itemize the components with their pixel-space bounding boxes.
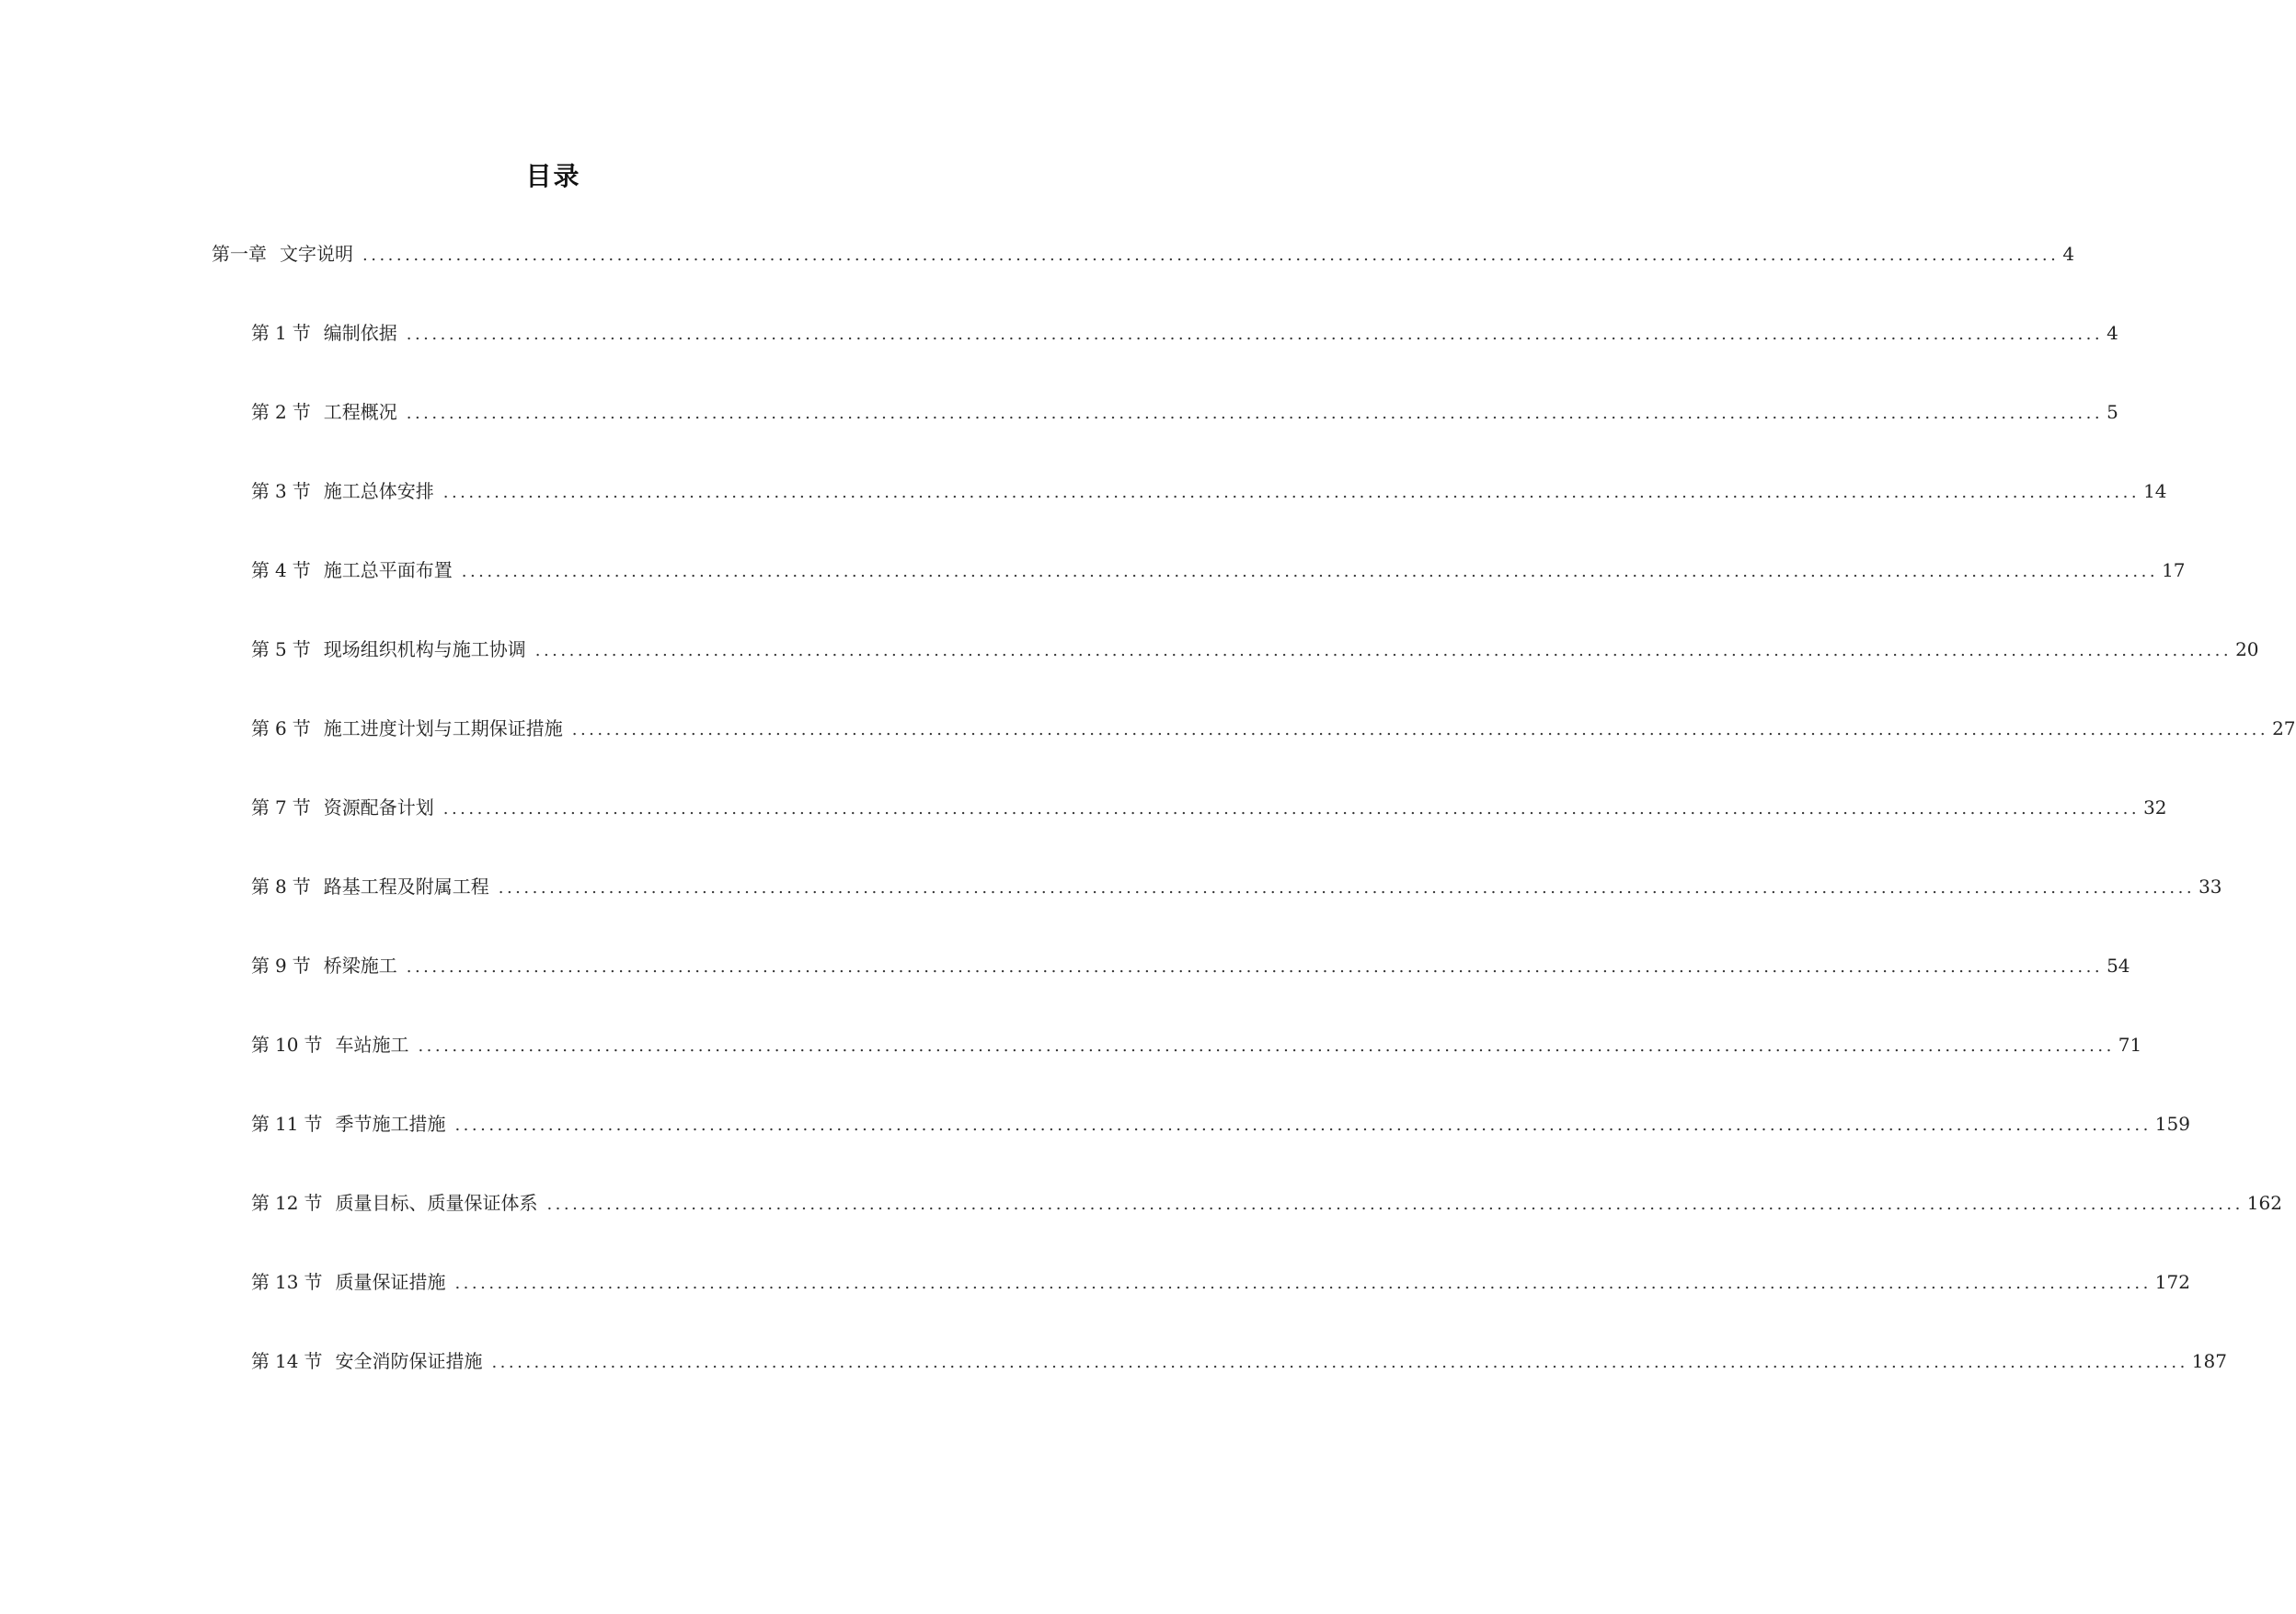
toc-dot-leader: ........................................................................................................................................................................................................ bbox=[406, 325, 2104, 344]
toc-dot-leader: ........................................................................................................................................................................................................ bbox=[442, 799, 2141, 818]
toc-entry-suffix: 节 bbox=[292, 876, 311, 898]
toc-entry-text: 安全消防保证措施 bbox=[335, 1350, 483, 1372]
toc-entry-suffix: 节 bbox=[304, 1113, 323, 1135]
toc-entry-number: 11 bbox=[275, 1113, 299, 1135]
toc-entry[interactable] bbox=[251, 320, 2118, 346]
toc-entry-suffix: 节 bbox=[304, 1034, 323, 1056]
toc-entry-suffix: 节 bbox=[292, 955, 311, 977]
toc-page-number: 4 bbox=[2107, 322, 2118, 344]
toc-dot-leader: ........................................................................................................................................................................................................ bbox=[362, 246, 2060, 265]
toc-entry-text: 质量目标、质量保证体系 bbox=[335, 1192, 538, 1214]
toc-entry-prefix: 第 bbox=[251, 717, 270, 739]
toc-entry-text: 资源配备计划 bbox=[323, 796, 434, 818]
toc-entry[interactable] bbox=[251, 1348, 2227, 1374]
toc-entry[interactable] bbox=[251, 1269, 2190, 1295]
toc-page-number: 162 bbox=[2246, 1192, 2282, 1214]
toc-dot-leader: ........................................................................................................................................................................................................ bbox=[442, 483, 2141, 502]
toc-entry-suffix: 节 bbox=[292, 401, 311, 423]
toc-entry[interactable] bbox=[212, 241, 2075, 267]
toc-entry[interactable] bbox=[251, 715, 2296, 741]
toc-entry-number: 8 bbox=[275, 876, 287, 898]
toc-entry-suffix: 节 bbox=[292, 480, 311, 502]
toc-page-number: 14 bbox=[2143, 480, 2167, 502]
toc-entry[interactable] bbox=[251, 478, 2167, 504]
toc-entry-prefix: 第 bbox=[251, 1034, 270, 1056]
toc-page-number: 159 bbox=[2154, 1113, 2190, 1135]
toc-entry-label bbox=[251, 874, 489, 899]
toc-entry[interactable] bbox=[251, 1032, 2142, 1058]
toc-entry-suffix: 节 bbox=[292, 717, 311, 739]
toc-entry-suffix: 节 bbox=[292, 559, 311, 581]
toc-entry-text: 质量保证措施 bbox=[335, 1271, 446, 1293]
toc-entry-number: 3 bbox=[275, 480, 287, 502]
toc-entry-text: 施工总平面布置 bbox=[323, 559, 453, 581]
toc-entry-prefix: 第 bbox=[251, 955, 270, 977]
toc-entry-label bbox=[251, 1348, 482, 1374]
toc-entry-text: 路基工程及附属工程 bbox=[323, 876, 489, 898]
toc-entry-prefix: 第 bbox=[251, 638, 270, 660]
toc-entry-suffix: 节 bbox=[292, 796, 311, 818]
toc-entry-prefix: 第 bbox=[251, 480, 270, 502]
toc-entry[interactable] bbox=[251, 795, 2167, 820]
toc-entry-label bbox=[251, 636, 526, 662]
toc-entry-text: 现场组织机构与施工协调 bbox=[323, 638, 526, 660]
toc-page-number: 54 bbox=[2107, 955, 2130, 977]
toc-entry-text: 施工进度计划与工期保证措施 bbox=[323, 717, 563, 739]
toc-page-number: 187 bbox=[2191, 1350, 2227, 1372]
toc-entry-text: 车站施工 bbox=[335, 1034, 409, 1056]
toc-entry[interactable] bbox=[251, 636, 2259, 662]
toc-entry-label bbox=[212, 241, 353, 267]
toc-entry[interactable] bbox=[251, 1111, 2190, 1137]
toc-page-number: 71 bbox=[2118, 1034, 2142, 1056]
toc-entry-number: 9 bbox=[275, 955, 287, 977]
toc-entry-text: 季节施工措施 bbox=[335, 1113, 446, 1135]
toc-page-number: 32 bbox=[2143, 796, 2167, 818]
toc-page-number: 17 bbox=[2162, 559, 2186, 581]
toc-entry-prefix: 第 bbox=[251, 876, 270, 898]
toc-entry-label bbox=[251, 1190, 537, 1216]
toc-entry-number: 14 bbox=[275, 1350, 299, 1372]
toc-entry-text: 编制依据 bbox=[323, 322, 397, 344]
toc-dot-leader: ........................................................................................................................................................................................................ bbox=[571, 720, 2269, 739]
toc-entry-text: 工程概况 bbox=[323, 401, 397, 423]
toc-title: 目录 bbox=[525, 161, 581, 191]
toc-entry-text: 桥梁施工 bbox=[323, 955, 397, 977]
toc-page-number: 5 bbox=[2107, 401, 2118, 423]
toc-entry[interactable] bbox=[251, 1190, 2282, 1216]
toc-entry-prefix: 第 bbox=[251, 1271, 270, 1293]
toc-entry-prefix: 第 bbox=[251, 1192, 270, 1214]
toc-entry-label bbox=[251, 953, 397, 979]
toc-page-number: 33 bbox=[2198, 876, 2222, 898]
toc-entry-text: 文字说明 bbox=[280, 243, 353, 265]
toc-entry-label bbox=[251, 715, 563, 741]
toc-entry-suffix: 节 bbox=[304, 1350, 323, 1372]
toc-dot-leader: ........................................................................................................................................................................................................ bbox=[546, 1195, 2244, 1214]
toc-entry-suffix: 节 bbox=[304, 1192, 323, 1214]
toc-entry-number: 6 bbox=[275, 717, 287, 739]
toc-dot-leader: ........................................................................................................................................................................................................ bbox=[534, 641, 2233, 660]
toc-page-number: 4 bbox=[2062, 243, 2075, 265]
toc-dot-leader: ........................................................................................................................................................................................................ bbox=[454, 1274, 2152, 1293]
toc-entry-text: 施工总体安排 bbox=[323, 480, 434, 502]
toc-dot-leader: ........................................................................................................................................................................................................ bbox=[498, 878, 2196, 898]
toc-entry-prefix: 第 bbox=[251, 796, 270, 818]
toc-entry-suffix: 节 bbox=[304, 1271, 323, 1293]
toc-entry-prefix: 第 bbox=[251, 401, 270, 423]
toc-entry-number: 10 bbox=[275, 1034, 299, 1056]
toc-entry-label bbox=[251, 1111, 445, 1137]
toc-entry[interactable] bbox=[251, 953, 2130, 979]
toc-entry[interactable] bbox=[251, 399, 2118, 425]
toc-dot-leader: ........................................................................................................................................................................................................ bbox=[461, 562, 2159, 581]
toc-entry-prefix: 第 bbox=[251, 322, 270, 344]
toc-page-number: 27 bbox=[2272, 717, 2296, 739]
toc-dot-leader: ........................................................................................................................................................................................................ bbox=[406, 404, 2104, 423]
toc-entry-number: 13 bbox=[275, 1271, 299, 1293]
toc-entry-suffix: 节 bbox=[292, 638, 311, 660]
toc-entry-number: 2 bbox=[275, 401, 287, 423]
toc-entry-number: 12 bbox=[275, 1192, 299, 1214]
toc-entry-number: 7 bbox=[275, 796, 287, 818]
toc-entry-suffix: 节 bbox=[292, 322, 311, 344]
toc-dot-leader: ........................................................................................................................................................................................................ bbox=[454, 1116, 2152, 1135]
toc-entry-prefix: 第 bbox=[251, 1350, 270, 1372]
toc-entry-label bbox=[251, 557, 453, 583]
toc-entry-label bbox=[251, 478, 434, 504]
toc-page-number: 172 bbox=[2154, 1271, 2190, 1293]
toc-entry-prefix: 第 bbox=[251, 1113, 270, 1135]
toc-page-number: 20 bbox=[2235, 638, 2259, 660]
toc-dot-leader: ........................................................................................................................................................................................................ bbox=[418, 1036, 2115, 1056]
toc-entry[interactable] bbox=[251, 874, 2222, 899]
toc-dot-leader: ........................................................................................................................................................................................................ bbox=[491, 1353, 2188, 1372]
toc-entry[interactable] bbox=[251, 557, 2186, 583]
toc-entry-prefix: 第一章 bbox=[212, 243, 267, 265]
toc-entry-prefix: 第 bbox=[251, 559, 270, 581]
toc-entry-number: 5 bbox=[275, 638, 287, 660]
toc-entry-label bbox=[251, 320, 397, 346]
toc-entry-label bbox=[251, 1032, 408, 1058]
toc-entry-label bbox=[251, 795, 434, 820]
toc-entry-number: 1 bbox=[275, 322, 287, 344]
toc-entry-label bbox=[251, 1269, 445, 1295]
toc-dot-leader: ........................................................................................................................................................................................................ bbox=[406, 957, 2104, 977]
toc-entry-number: 4 bbox=[275, 559, 287, 581]
toc-entry-label bbox=[251, 399, 397, 425]
